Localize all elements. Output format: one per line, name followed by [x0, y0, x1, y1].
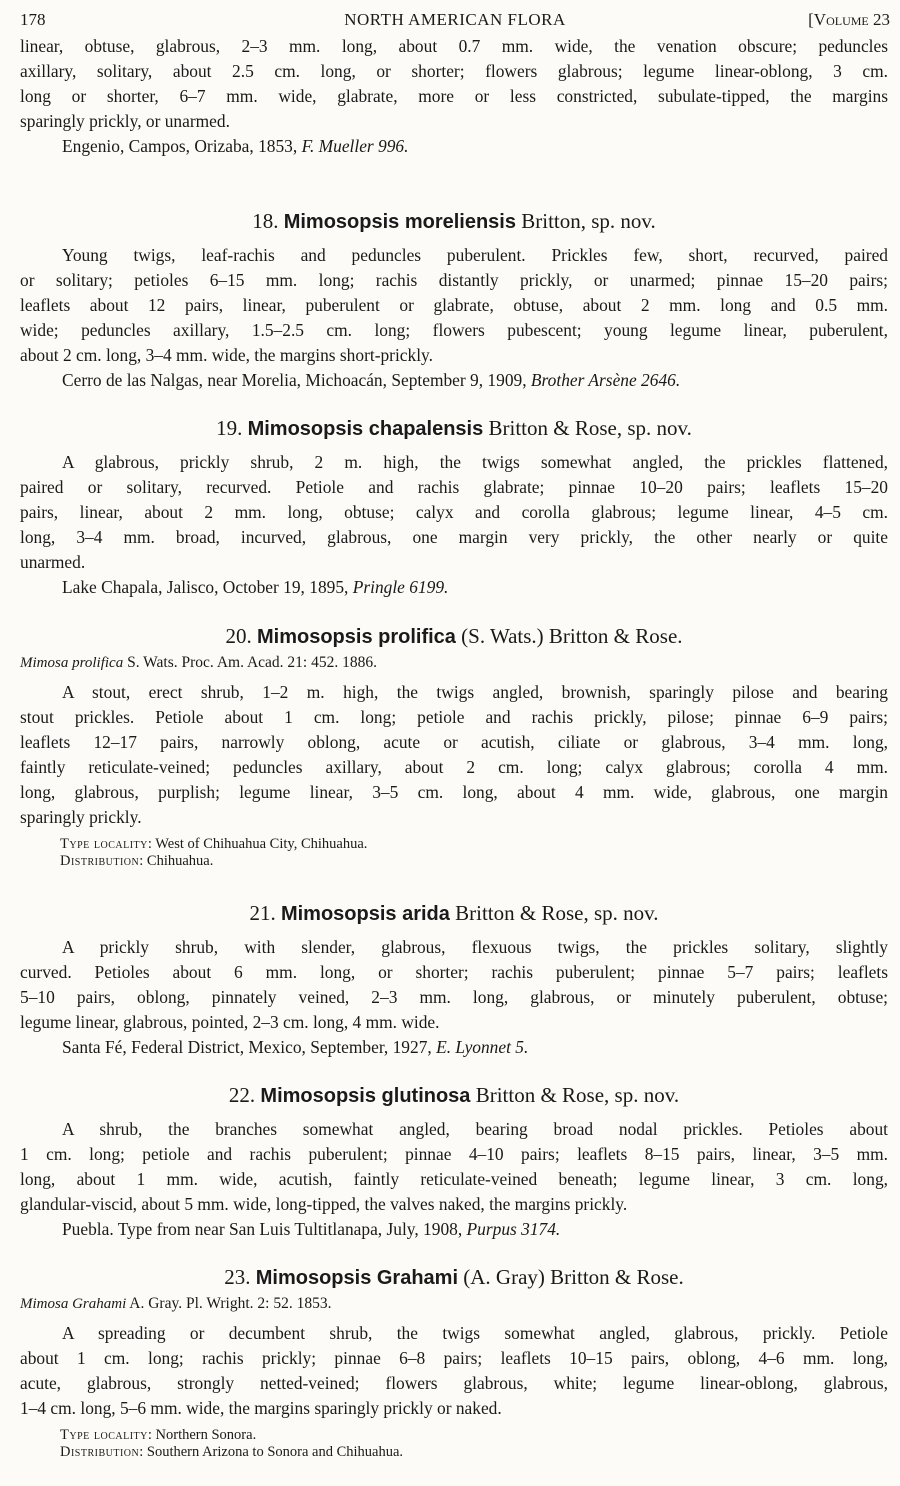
paragraph-line: 1 cm. long; petiole and rachis puberulent; pinnae 4–10 pairs; leaflets 8–15 pairs, linear, 3–5 mm.: [20, 1144, 888, 1164]
paragraph-line: glandular-viscid, about 5 mm. wide, long-tipped, the valves naked, the margins prickly.: [20, 1194, 628, 1214]
locality-text: Cerro de las Nalgas, near Morelia, Michoacán, September 9, 1909,: [62, 370, 531, 390]
paragraph-line: or solitary; petioles 6–15 mm. long; rachis distantly prickly, or unarmed; pinnae 15–20 pairs;: [20, 270, 888, 290]
locality-text: Engenio, Campos, Orizaba, 1853,: [62, 136, 302, 156]
paragraph-line: leaflets 12–17 pairs, narrowly oblong, acute or acutish, ciliate or glabrous, 3–4 mm. long,: [20, 732, 888, 752]
paragraph-line: sparingly prickly, or unarmed.: [20, 111, 230, 131]
species-name: Mimosopsis moreliensis: [283, 211, 516, 233]
continued-description: [20, 34, 888, 159]
type-locality-label: Type locality: [60, 1427, 148, 1443]
species-name: Mimosopsis prolifica: [256, 626, 456, 648]
type-locality-label: Type locality: [60, 836, 148, 852]
species-name: Mimosopsis chapalensis: [247, 418, 484, 440]
distribution-label: Distribution: [60, 853, 140, 869]
species-name: Mimosopsis Grahami: [255, 1267, 459, 1289]
paragraph-line: about 2 cm. long, 3–4 mm. wide, the margins short-prickly.: [20, 345, 433, 365]
collector-citation: Pringle 6199.: [352, 577, 449, 597]
paragraph-line: long, 3–4 mm. broad, incurved, glabrous, one margin very prickly, the other nearly or quite: [20, 527, 888, 547]
synonym-citation: [20, 1293, 888, 1315]
volume-label: [Volume 23: [808, 10, 890, 29]
species-author: Britton & Rose, sp. nov.: [475, 1083, 680, 1107]
paragraph-line: 5–10 pairs, oblong, pinnately veined, 2–3 mm. long, glabrous, or minutely puberulent, obtuse;: [20, 987, 888, 1007]
species-author: (A. Gray) Britton & Rose.: [463, 1265, 684, 1289]
locality-line: [20, 368, 888, 393]
paragraph-line: curved. Petioles about 6 mm. long, or shorter; rachis puberulent; pinnae 5–7 pairs; leaflets: [20, 962, 888, 982]
species-entry: [20, 897, 888, 1060]
type-locality-text: : West of Chihuahua City, Chihuahua.: [147, 836, 368, 852]
locality-line: [20, 1217, 888, 1242]
paragraph-line: unarmed.: [20, 552, 86, 572]
species-entry: [20, 1261, 888, 1461]
synonym-reference: S. Wats. Proc. Am. Acad. 21: 452. 1886.: [123, 654, 377, 671]
paragraph-line: A glabrous, prickly shrub, 2 m. high, the twigs somewhat angled, the prickles flattened,: [62, 452, 888, 472]
paragraph-line: A spreading or decumbent shrub, the twigs somewhat angled, glabrous, prickly. Petiole: [62, 1323, 888, 1343]
species-name: Mimosopsis glutinosa: [260, 1085, 471, 1107]
species-number: 22.: [228, 1083, 256, 1107]
paragraph-line: paired or solitary, recurved. Petiole and rachis glabrate; pinnae 10–20 pairs; leaflets 15–20: [20, 477, 888, 497]
paragraph-line: faintly reticulate-veined; peduncles axillary, about 2 cm. long; calyx glabrous; corolla 4 mm.: [20, 757, 888, 777]
paragraph-line: pairs, linear, about 2 mm. long, obtuse; calyx and corolla glabrous; legume linear, 4–5 cm.: [20, 502, 888, 522]
paragraph-line: A prickly shrub, with slender, glabrous, flexuous twigs, the prickles solitary, slightly: [62, 937, 888, 957]
paragraph-line: long or shorter, 6–7 mm. wide, glabrate, more or less constricted, subulate-tipped, the margins: [20, 86, 888, 106]
collector-citation: Purpus 3174.: [466, 1219, 561, 1239]
species-heading: [20, 897, 888, 929]
species-entry: [20, 205, 888, 393]
type-locality-line: [20, 836, 888, 853]
synonym-citation: [20, 652, 888, 674]
paragraph-line: A stout, erect shrub, 1–2 m. high, the twigs angled, brownish, sparingly pilose and bearing: [62, 682, 888, 702]
species-name: Mimosopsis arida: [280, 903, 450, 925]
running-title: NORTH AMERICAN FLORA: [344, 10, 566, 29]
locality-text: Lake Chapala, Jalisco, October 19, 1895,: [62, 577, 353, 597]
species-heading: [20, 205, 888, 237]
species-author: (S. Wats.) Britton & Rose.: [461, 624, 683, 648]
collector-citation: E. Lyonnet 5.: [436, 1037, 529, 1057]
species-number: 23.: [224, 1265, 251, 1289]
species-entry: [20, 1079, 888, 1242]
species-number: 19.: [216, 416, 243, 440]
page-number: 178: [20, 10, 46, 29]
distribution-text: : Chihuahua.: [139, 853, 214, 869]
species-heading: [20, 620, 888, 652]
locality-line: [20, 134, 888, 159]
distribution-line: [20, 1444, 888, 1461]
species-heading: [20, 1261, 888, 1293]
distribution-text: : Southern Arizona to Sonora and Chihuahua.: [139, 1444, 404, 1460]
locality-text: Puebla. Type from near San Luis Tultitlanapa, July, 1908,: [62, 1219, 467, 1239]
paragraph-line: acute, glabrous, strongly netted-veined; flowers glabrous, white; legume linear-oblong, glabrous,: [20, 1373, 888, 1393]
paragraph-line: long, glabrous, purplish; legume linear, 3–5 cm. long, about 4 mm. wide, glabrous, one margin: [20, 782, 888, 802]
paragraph-line: long, about 1 mm. wide, acutish, faintly reticulate-veined beneath; legume linear, 3 cm. long,: [20, 1169, 888, 1189]
paragraph-line: Young twigs, leaf-rachis and peduncles puberulent. Prickles few, short, recurved, paired: [62, 245, 888, 265]
locality-line: [20, 1035, 888, 1060]
collector-citation: F. Mueller 996.: [301, 136, 409, 156]
species-heading: [20, 412, 888, 444]
paragraph-line: wide; peduncles axillary, 1.5–2.5 cm. long; flowers pubescent; young legume linear, puberulent,: [20, 320, 888, 340]
species-number: 20.: [225, 624, 252, 648]
paragraph-line: axillary, solitary, about 2.5 cm. long, or shorter; flowers glabrous; legume linear-oblong, 3 cm.: [20, 61, 888, 81]
species-author: Britton & Rose, sp. nov.: [455, 901, 659, 925]
species-number: 18.: [252, 209, 279, 233]
paragraph-line: legume linear, glabrous, pointed, 2–3 cm. long, 4 mm. wide.: [20, 1012, 440, 1032]
paragraph-line: linear, obtuse, glabrous, 2–3 mm. long, about 0.7 mm. wide, the venation obscure; peduncles: [20, 36, 888, 56]
type-locality-text: : Northern Sonora.: [147, 1427, 257, 1443]
running-header: [20, 10, 890, 34]
paragraph-line: about 1 cm. long; rachis prickly; pinnae 6–8 pairs; leaflets 10–15 pairs, oblong, 4–6 mm. long,: [20, 1348, 888, 1368]
species-heading: [20, 1079, 888, 1111]
species-author: Britton, sp. nov.: [521, 209, 656, 233]
distribution-label: Distribution: [60, 1444, 140, 1460]
synonym-reference: A. Gray. Pl. Wright. 2: 52. 1853.: [126, 1295, 332, 1312]
species-entry: [20, 412, 888, 600]
distribution-line: [20, 853, 888, 870]
species-entry: [20, 620, 888, 870]
collector-citation: Brother Arsène 2646.: [530, 370, 681, 390]
paragraph-line: stout prickles. Petiole about 1 cm. long; petiole and rachis prickly, pilose; pinnae 6–9 pairs;: [20, 707, 888, 727]
species-number: 21.: [249, 901, 276, 925]
paragraph-line: sparingly prickly.: [20, 807, 142, 827]
paragraph-line: 1–4 cm. long, 5–6 mm. wide, the margins sparingly prickly or naked.: [20, 1398, 502, 1418]
paragraph-line: leaflets about 12 pairs, linear, puberulent or glabrate, obtuse, about 2 mm. long and 0.5 mm.: [20, 295, 888, 315]
type-locality-line: [20, 1427, 888, 1444]
paragraph-line: A shrub, the branches somewhat angled, bearing broad nodal prickles. Petioles about: [62, 1119, 888, 1139]
synonym-name: Mimosa prolifica: [20, 655, 124, 671]
synonym-name: Mimosa Grahami: [20, 1296, 127, 1312]
locality-line: [20, 575, 888, 600]
species-author: Britton & Rose, sp. nov.: [488, 416, 692, 440]
locality-text: Santa Fé, Federal District, Mexico, September, 1927,: [62, 1037, 437, 1057]
